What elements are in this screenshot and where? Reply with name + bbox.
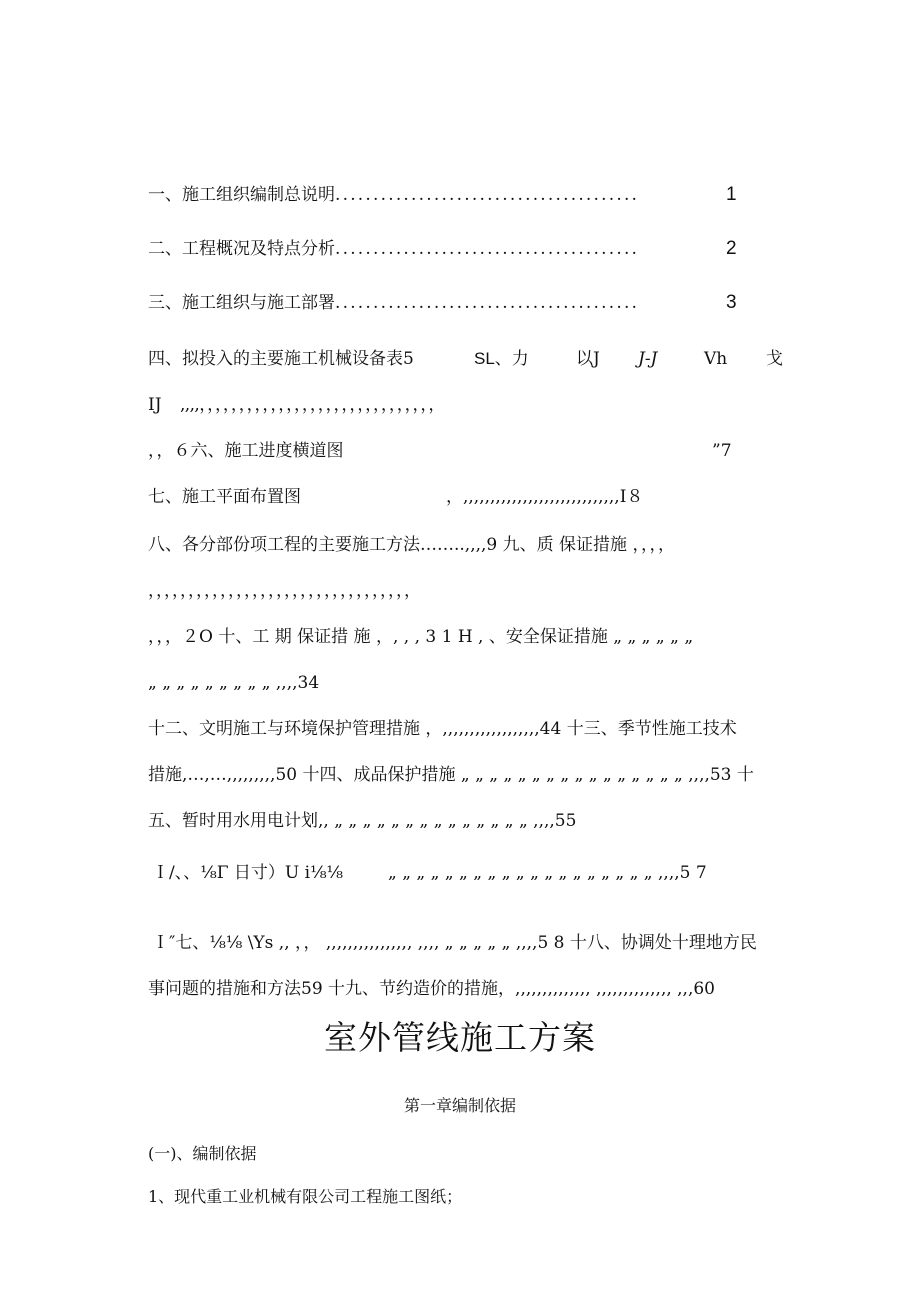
toc-row-5-a: IJ <box>148 395 162 415</box>
toc-row-2-page: 2 <box>726 238 737 259</box>
toc-row-3-dots: ........................................ <box>335 293 640 313</box>
toc-row-16: Ｉ″七、⅛⅛ \Ys ,, ，， ,,,,,,,,,,,,,,,, ,,,, „ „ „ „ „ ,,,,5 8 十八、协调处十理地方民 <box>152 933 757 953</box>
toc-row-7-a: 七、施工平面布置图 <box>148 487 301 507</box>
toc-row-5-b: ,,,,，，，，，，，，，，，，，，，，，，，，，，，，，，，，，， <box>180 395 445 415</box>
toc-row-6-b: ”7 <box>712 441 732 461</box>
toc-row-17: 事问题的措施和方法59 十九、节约造价的措施，,,,,,,,,,,,,,, ,,,,,,,,,,,,,, ,,,60 <box>148 979 715 999</box>
chapter-heading: 第一章编制依据 <box>403 1096 516 1115</box>
toc-row-15-a: Ｉ/、、⅛Γ 日寸）U i⅛⅛ <box>152 863 344 883</box>
toc-row-3 <box>148 292 639 314</box>
toc-row-13: 措施,…,…,,,,,,,,,50 十四、成品保护措施 „ „ „ „ „ „ „ „ „ „ „ „ „ „ „ „ ,,,,53 十 <box>148 765 754 785</box>
toc-row-3-page: 3 <box>726 292 737 313</box>
toc-row-4-e: Vh <box>704 349 728 369</box>
toc-row-4-d: J-J <box>638 349 658 369</box>
toc-row-4-c: 以J <box>576 349 600 369</box>
section-heading: (一)、编制依据 <box>148 1144 257 1163</box>
toc-row-3-text: 三、施工组织与施工部署 <box>148 293 335 313</box>
toc-row-7-b: ，,,,,,,,,,,,,,,,,,,,,,,,,,,,,,I８ <box>446 487 644 507</box>
toc-row-12: 十二、文明施工与环境保护管理措施 ，,,,,,,,,,,,,,,,,,,44 十三、季节性施工技术 <box>148 719 737 739</box>
toc-row-2-text: 二、工程概况及特点分析 <box>148 239 335 259</box>
toc-row-2-dots: ........................................ <box>335 239 640 259</box>
toc-row-1-dots: ........................................ <box>335 185 640 205</box>
toc-row-4-f: 戈 <box>766 349 783 369</box>
toc-row-10: ，，，２O 十、工 期 保证措 施 ，, , , 3 1 H , 、安全保证措施 „ „ „ „ „ „ <box>148 627 694 647</box>
toc-row-14: 五、暂时用水用电计划,, „ „ „ „ „ „ „ „ „ „ „ „ „ „ ,,,,55 <box>148 811 577 831</box>
toc-row-1-page: 1 <box>726 184 737 205</box>
toc-row-4-b: SL、力 <box>474 349 529 368</box>
toc-row-1-text: 一、施工组织编制总说明 <box>148 185 335 205</box>
toc-row-8: 八、各分部份项工程的主要施工方法……..,,,,9 九、质 保证措施 ，，，， <box>148 535 675 555</box>
basis-item-1: 1、现代重工业机械有限公司工程施工图纸； <box>148 1187 463 1206</box>
toc-row-4-a: 四、拟投入的主要施工机械设备表5 <box>148 349 414 369</box>
toc-row-15-b: „ „ „ „ „ „ „ „ „ „ „ „ „ „ „ „ „ „ „ ,,,,5 7 <box>388 863 707 883</box>
toc-row-11: „ „ „ „ „ „ „ „ „ ,,,,34 <box>148 673 320 693</box>
toc-row-1 <box>148 184 639 206</box>
document-title: 室外管线施工方案 <box>324 1018 596 1057</box>
toc-row-9: ，，，，，，，，，，，，，，，，，，，，，，，，，，，，，，，，， <box>148 581 421 601</box>
toc-row-2 <box>148 238 639 260</box>
toc-row-6-a: ，，６六、施工进度横道图 <box>148 441 344 461</box>
